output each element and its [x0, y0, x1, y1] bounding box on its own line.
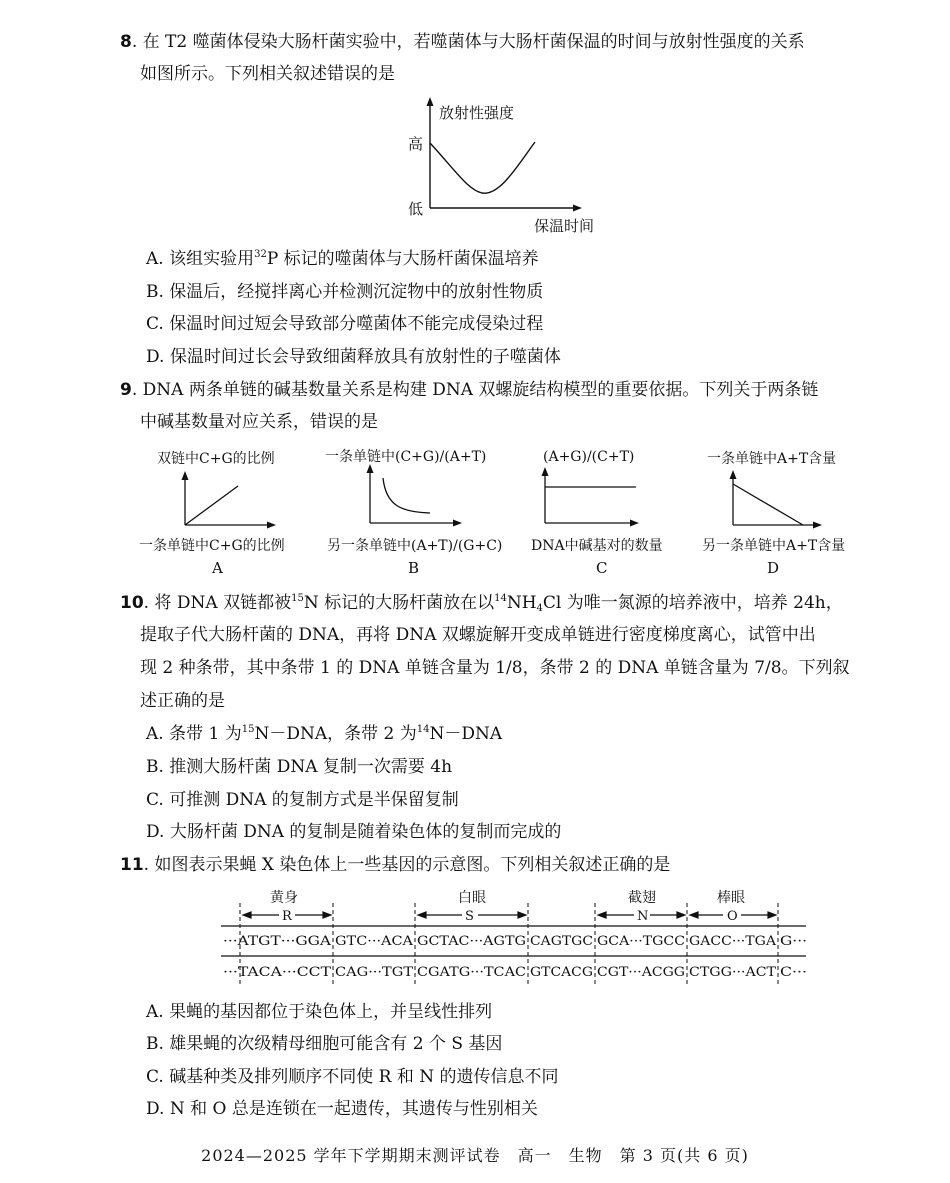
- top-seg-1: ···ATGT···GGA: [223, 934, 332, 949]
- gene-r: R: [282, 909, 292, 924]
- q9-c-letter: C: [596, 559, 608, 577]
- q9-a-letter: A: [212, 559, 223, 577]
- trait-white-eye: 白眼: [458, 890, 486, 906]
- top-seg-3: GCTAC···AGTG: [417, 934, 526, 949]
- q9-number: 9: [120, 380, 132, 400]
- bottom-seg-3: CGATG···TCAC: [417, 965, 527, 980]
- bottom-seg-5: CGT···ACGG: [597, 965, 685, 980]
- q8-low-label: 低: [408, 200, 424, 218]
- q11-stem: 11. 如图表示果蝇 X 染色体上一些基因的示意图。下列相关叙述正确的是: [120, 855, 671, 875]
- q9-c-xlabel: DNA中碱基对的数量: [531, 538, 663, 554]
- gene-n: N: [637, 909, 649, 924]
- q9-stem-line1: 9. DNA 两条单链的碱基数量关系是构建 DNA 双螺旋结构模型的重要依据。下列关于两条链: [120, 380, 819, 400]
- q10-stem-line1: 10. 将 DNA 双链都被$^{15}$N 标记的大肠杆菌放在以$^{14}NH_4Cl$ 为唯一氮源的培养液中，培养 24h，: [120, 593, 843, 614]
- q10-option-d: D. 大肠杆菌 DNA 的复制是随着染色体的复制而完成的: [146, 822, 562, 842]
- bottom-seg-4: GTCACG: [530, 965, 593, 980]
- q9-d-ylabel: 一条单链中A+T含量: [707, 451, 837, 467]
- q8-stem-line1: 8. 在 T2 噬菌体侵染大肠杆菌实验中，若噬菌体与大肠杆菌保温的时间与放射性强度的关系: [120, 32, 805, 52]
- top-seg-2: GTC···ACA: [335, 934, 414, 949]
- bottom-seg-2: CAG···TGT: [335, 965, 414, 980]
- q10-stem-line3: 现 2 种条带，其中条带 1 的 DNA 单链含量为 1/8，条带 2 的 DNA 单链含量为 7/8。下列叙: [140, 658, 850, 678]
- q10-option-a: A. 条带 1 为$^{15}$N－DNA，条带 2 为$^{14}$N－DNA: [146, 724, 503, 744]
- q9-b-xlabel: 另一条单链中(A+T)/(G+C): [327, 538, 503, 554]
- q8-stem-line2: 如图所示。下列相关叙述错误的是: [140, 64, 395, 84]
- page-footer: 2024—2025 学年下学期期末测评试卷 高一 生物 第 3 页(共 6 页): [201, 1146, 749, 1165]
- q9-stem-line2: 中碱基数量对应关系，错误的是: [140, 412, 378, 432]
- q8-option-c: C. 保温时间过短会导致部分噬菌体不能完成侵染过程: [146, 314, 544, 334]
- trait-cut-wing: 截翅: [628, 890, 656, 906]
- q8-option-a: A. 该组实验用$^{32}$P 标记的噬菌体与大肠杆菌保温培养: [146, 249, 539, 269]
- q10-option-b: B. 推测大肠杆菌 DNA 复制一次需要 4h: [146, 757, 453, 777]
- gene-s: S: [465, 909, 474, 924]
- bottom-seg-6: CTGG···ACT: [689, 965, 777, 980]
- q8-high-label: 高: [408, 135, 424, 153]
- bottom-seg-1: ···TACA···CCT: [223, 965, 332, 980]
- q8-option-d: D. 保温时间过长会导致细菌释放具有放射性的子噬菌体: [146, 347, 561, 367]
- q10-stem-line4: 述正确的是: [140, 691, 225, 711]
- q10-number: 10: [120, 593, 144, 613]
- q9-d-xlabel: 另一条单链中A+T含量: [702, 538, 846, 554]
- q9-c-ylabel: (A+G)/(C+T): [543, 449, 635, 465]
- q9-a-ylabel: 双链中C+G的比例: [157, 451, 275, 467]
- q9-a-xlabel: 一条单链中C+G的比例: [139, 538, 285, 554]
- q8-number: 8: [120, 32, 132, 52]
- trait-bar-eye: 棒眼: [717, 890, 745, 906]
- q9-d-letter: D: [767, 559, 780, 577]
- q8-option-b: B. 保温后，经搅拌离心并检测沉淀物中的放射性物质: [146, 282, 544, 302]
- q8-xlabel: 保温时间: [534, 217, 595, 235]
- q11-number: 11: [120, 855, 144, 875]
- top-seg-7: G···: [780, 934, 807, 949]
- q10-stem-line2: 提取子代大肠杆菌的 DNA，再将 DNA 双螺旋解开变成单链进行密度梯度离心，试管中出: [140, 625, 816, 645]
- q9-b-ylabel: 一条单链中(C+G)/(A+T): [325, 449, 487, 465]
- q8-ylabel: 放射性强度: [439, 104, 515, 122]
- gene-o: O: [727, 909, 738, 924]
- top-seg-6: GACC···TGA: [689, 934, 777, 949]
- q11-option-c: C. 碱基种类及排列顺序不同使 R 和 N 的遗传信息不同: [146, 1067, 559, 1087]
- q11-option-a: A. 果蝇的基因都位于染色体上，并呈线性排列: [146, 1002, 493, 1022]
- trait-yellow-body: 黄身: [270, 890, 298, 906]
- q11-option-d: D. N 和 O 总是连锁在一起遗传，其遗传与性别相关: [146, 1099, 538, 1119]
- bottom-seg-7: C···: [780, 965, 807, 980]
- top-seg-5: GCA···TGCC: [597, 934, 686, 949]
- q10-option-c: C. 可推测 DNA 的复制方式是半保留复制: [146, 790, 459, 810]
- top-seg-4: CAGTGC: [530, 934, 594, 949]
- q9-b-letter: B: [408, 559, 420, 577]
- q11-option-b: B. 雄果蝇的次级精母细胞可能含有 2 个 S 基因: [146, 1034, 503, 1054]
